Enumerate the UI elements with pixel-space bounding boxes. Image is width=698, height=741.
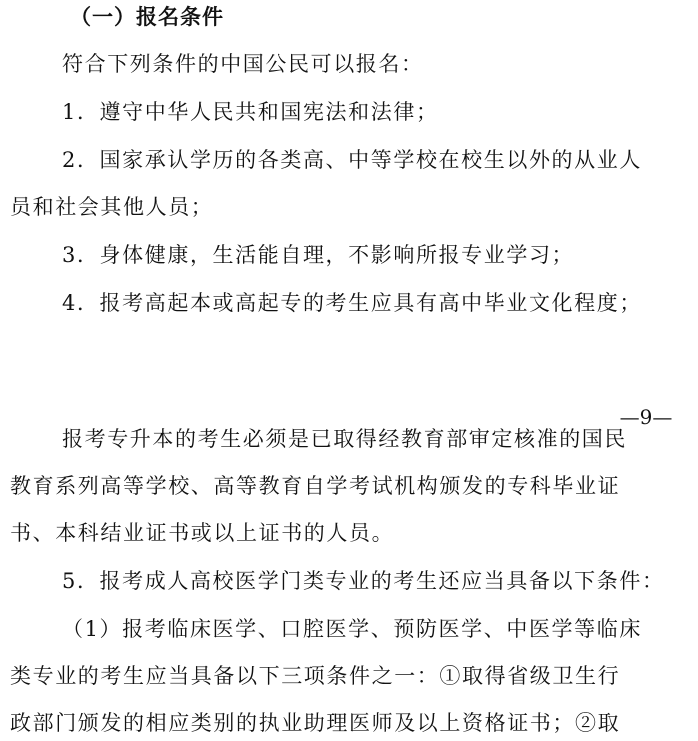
condition-item-3: 3．身体健康，生活能自理，不影响所报专业学习；	[62, 243, 575, 267]
continuation-line-3: 书、本科结业证书或以上证书的人员。	[10, 521, 395, 545]
section-title: （一）报名条件	[70, 5, 224, 29]
intro-paragraph: 符合下列条件的中国公民可以报名：	[62, 52, 424, 76]
condition-item-5-1-cont-2: 政部门颁发的相应类别的执业助理医师及以上资格证书；②取	[10, 711, 621, 735]
condition-item-5-1-cont-1: 类专业的考生应当具备以下三项条件之一：①取得省级卫生行	[10, 664, 621, 688]
condition-item-5-1: （1）报考临床医学、口腔医学、预防医学、中医学等临床	[62, 617, 642, 641]
page-number: —9—	[619, 405, 673, 429]
condition-item-4: 4．报考高起本或高起专的考生应具有高中毕业文化程度；	[62, 291, 642, 315]
continuation-line-1: 报考专升本的考生必须是已取得经教育部审定核准的国民	[62, 427, 627, 451]
condition-item-1: 1．遵守中华人民共和国宪法和法律；	[62, 100, 439, 124]
condition-item-2: 2．国家承认学历的各类高、中等学校在校生以外的从业人	[62, 148, 642, 172]
condition-item-2-cont: 员和社会其他人员；	[10, 195, 214, 219]
continuation-line-2: 教育系列高等学校、高等教育自学考试机构颁发的专科毕业证	[10, 474, 621, 498]
condition-item-5: 5．报考成人高校医学门类专业的考生还应当具备以下条件：	[62, 569, 665, 593]
